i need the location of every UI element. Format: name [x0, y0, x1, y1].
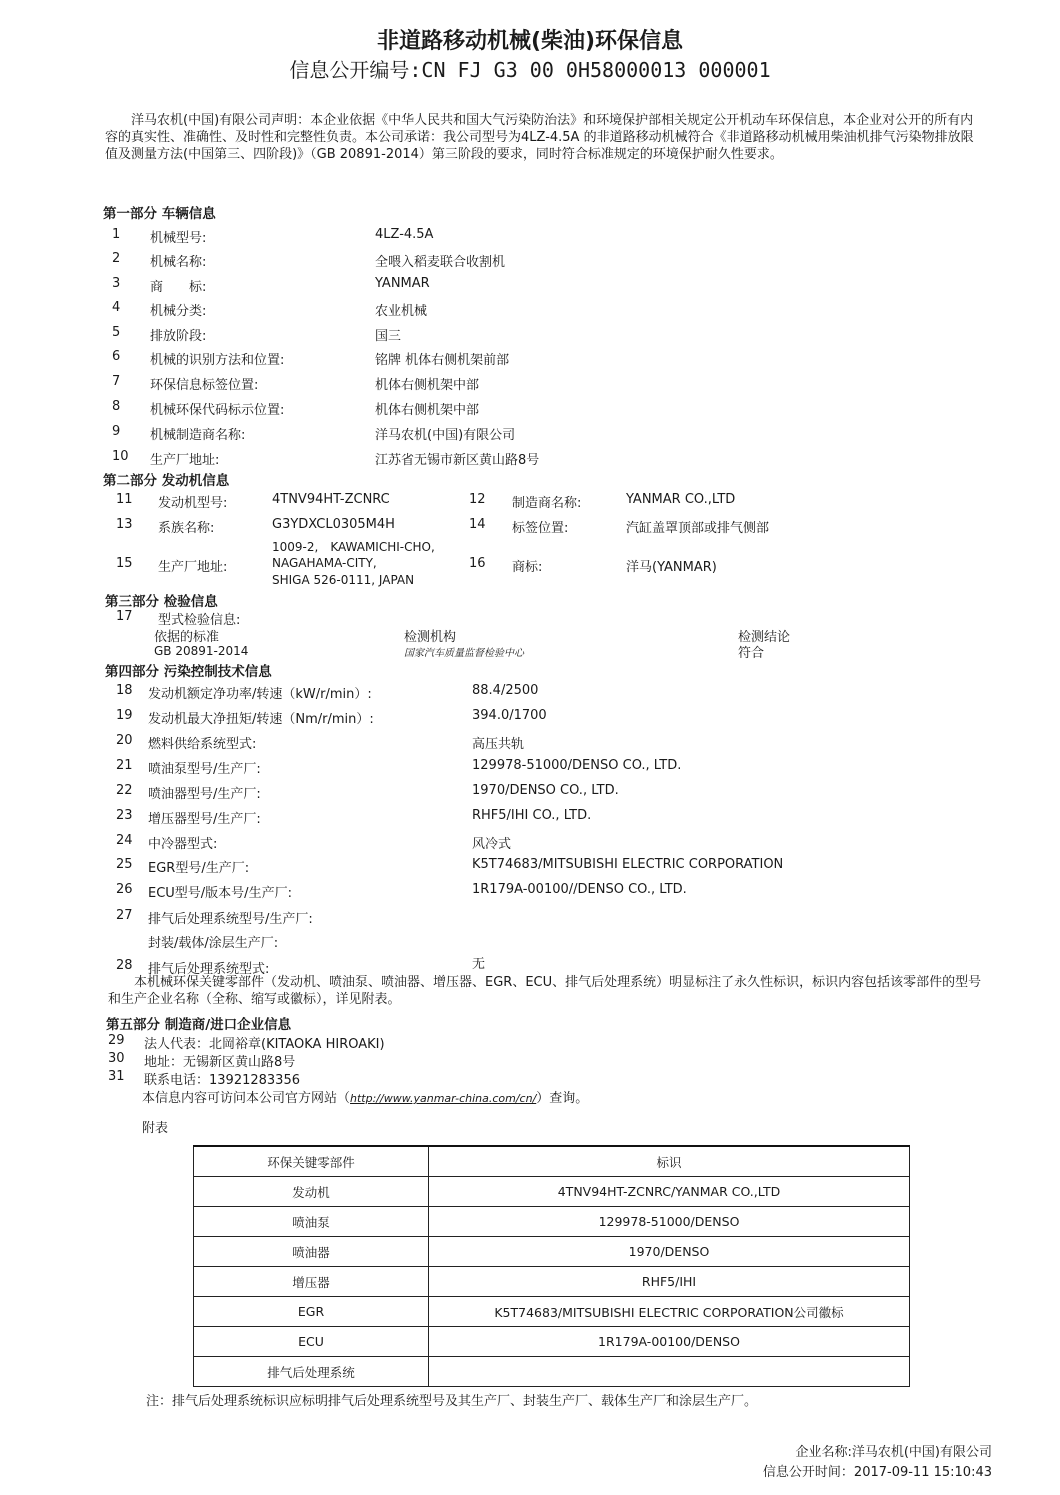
part1-heading: 第一部分 车辆信息: [103, 206, 216, 222]
part5-heading: 第五部分 制造商/进口企业信息: [106, 1017, 292, 1033]
mark-cell: K5T74683/MITSUBISHI ELECTRIC CORPORATION公司徽标: [429, 1297, 910, 1327]
item-label: 生产厂地址:: [150, 453, 220, 468]
table-row: [194, 1327, 910, 1357]
item-value: 无: [472, 957, 486, 972]
mark-cell: 1970/DENSO: [429, 1237, 910, 1267]
mark-cell: [429, 1357, 910, 1387]
item-label: 喷油泵型号/生产厂:: [148, 762, 261, 777]
item-value: YANMAR CO.,LTD: [626, 492, 736, 507]
part-cell: 排气后处理系统: [194, 1357, 429, 1387]
item-label: 发动机型号:: [158, 496, 228, 511]
item-number: 22: [116, 783, 133, 798]
item-number: 9: [112, 424, 121, 439]
item-value: 洋马农机(中国)有限公司: [375, 428, 516, 443]
key-parts-table: [193, 1145, 910, 1387]
item-number: 7: [112, 374, 121, 389]
website-prefix: 本信息内容可访问本公司官方网站（: [142, 1091, 351, 1106]
item-number: 28: [116, 958, 133, 973]
item-number: 30: [108, 1051, 125, 1066]
item-value: 1R179A-00100//DENSO CO., LTD.: [472, 882, 687, 897]
part-cell: 喷油器: [194, 1237, 429, 1267]
part-cell: 喷油泵: [194, 1207, 429, 1237]
key-parts-note: 本机械环保关键零部件（发动机、喷油泵、喷油器、增压器、EGR、ECU、排气后处理系统）明显标注了永久性标识，标识内容包括该零部件的型号和生产企业名称（全称、缩写或徽标），详见附表。: [108, 975, 982, 1007]
item-label: 标签位置:: [512, 521, 569, 536]
item-number: 5: [112, 325, 121, 340]
company-address: 地址：无锡新区黄山路8号: [144, 1055, 296, 1070]
item-label: 发动机额定净功率/转速（kW/r/min）:: [148, 687, 372, 702]
item-number: 18: [116, 683, 133, 698]
item-label: ECU型号/版本号/生产厂:: [148, 886, 292, 901]
item-label: 排放阶段:: [150, 329, 207, 344]
part2-heading: 第二部分 发动机信息: [103, 473, 230, 489]
footer-time: 信息公开时间：2017-09-11 15:10:43: [762, 1465, 992, 1480]
address-line-1: 1009-2, KAWAMICHI-CHO,: [272, 540, 435, 554]
item-value: 4TNV94HT-ZCNRC: [272, 492, 390, 507]
appendix-label: 附表: [142, 1121, 169, 1136]
address-line-3: SHIGA 526-0111, JAPAN: [272, 573, 415, 587]
item-number: 14: [469, 517, 486, 532]
part-cell: ECU: [194, 1327, 429, 1357]
item-number: 1: [112, 227, 121, 242]
item-value: 全喂入稻麦联合收割机: [375, 255, 506, 270]
item-value: 机体右侧机架中部: [375, 378, 480, 393]
col-agency: 检测机构: [404, 630, 457, 645]
address-line-2: NAGAHAMA-CITY,: [272, 556, 377, 570]
item-label: 系族名称:: [158, 521, 215, 536]
table-row: [194, 1237, 910, 1267]
item-number: 19: [116, 708, 133, 723]
item-label: 排气后处理系统型式:: [148, 962, 270, 977]
item-number: 13: [116, 517, 133, 532]
item-value: 铭牌 机体右侧机架前部: [375, 353, 510, 368]
item-label: 发动机最大净扭矩/转速（Nm/r/min）:: [148, 712, 374, 727]
item-value: 129978-51000/DENSO CO., LTD.: [472, 758, 682, 773]
info-disclosure-number: 信息公开编号:CN FJ G3 00 0H58000013 000001: [289, 58, 771, 82]
item-label: EGR型号/生产厂:: [148, 861, 250, 876]
table-header-row: [194, 1146, 910, 1177]
item-number: 16: [469, 556, 486, 571]
item-label: 机械制造商名称:: [150, 428, 246, 443]
item-value: 风冷式: [472, 837, 512, 852]
col-result: 检测结论: [738, 630, 791, 645]
item-value: 88.4/2500: [472, 683, 539, 698]
table-row: [194, 1207, 910, 1237]
item-number: 20: [116, 733, 133, 748]
test-result: 符合: [738, 646, 765, 661]
item-label: 机械的识别方法和位置:: [150, 353, 285, 368]
item-value: 1970/DENSO CO., LTD.: [472, 783, 619, 798]
item-value: 洋马(YANMAR): [626, 560, 717, 575]
item-value: RHF5/IHI CO., LTD.: [472, 808, 592, 823]
part3-heading: 第三部分 检验信息: [105, 594, 218, 610]
item-label: 机械分类:: [150, 304, 207, 319]
item-label: 机械型号:: [150, 231, 207, 246]
table-row: [194, 1267, 910, 1297]
item-number: 26: [116, 882, 133, 897]
mark-cell: 129978-51000/DENSO: [429, 1207, 910, 1237]
mark-cell: RHF5/IHI: [429, 1267, 910, 1297]
item-value: K5T74683/MITSUBISHI ELECTRIC CORPORATION: [472, 857, 784, 872]
item-value: G3YDXCL0305M4H: [272, 517, 395, 532]
table-row: [194, 1357, 910, 1387]
part4-heading: 第四部分 污染控制技术信息: [105, 664, 272, 680]
test-agency: 国家汽车质量监督检验中心: [404, 648, 524, 659]
item-number: 6: [112, 349, 121, 364]
part-cell: 发动机: [194, 1177, 429, 1207]
table-header-mark: 标识: [429, 1146, 910, 1177]
item-number: 15: [116, 556, 133, 571]
item-label: 机械名称:: [150, 255, 207, 270]
item-value: 农业机械: [375, 304, 428, 319]
footer-company: 企业名称:洋马农机(中国)有限公司: [795, 1445, 992, 1460]
item-number: 24: [116, 833, 133, 848]
item-label: 环保信息标签位置:: [150, 378, 259, 393]
item-label: 商标:: [512, 560, 543, 575]
item-label: 中冷器型式:: [148, 837, 218, 852]
item-number: 31: [108, 1069, 125, 1084]
test-standard: GB 20891-2014: [154, 644, 249, 658]
item-value: YANMAR: [375, 276, 430, 291]
item-value: 4LZ-4.5A: [375, 227, 434, 242]
part-cell: 增压器: [194, 1267, 429, 1297]
item-number: 11: [116, 492, 133, 507]
website-suffix: ）查询。: [536, 1091, 589, 1106]
item-number: 27: [116, 908, 133, 923]
website-line: [142, 1087, 588, 1106]
col-standard: 依据的标准: [154, 630, 220, 645]
item-number: 25: [116, 857, 133, 872]
item-number: 21: [116, 758, 133, 773]
item-number: 4: [112, 300, 121, 315]
item-label: 生产厂地址:: [158, 560, 228, 575]
contact-phone: 联系电话：13921283356: [144, 1073, 300, 1088]
item-label: 商 标:: [150, 280, 207, 295]
item-number: 10: [112, 449, 129, 464]
item-label: 机械环保代码标示位置:: [150, 403, 285, 418]
mark-cell: 4TNV94HT-ZCNRC/YANMAR CO.,LTD: [429, 1177, 910, 1207]
mark-cell: 1R179A-00100/DENSO: [429, 1327, 910, 1357]
item-label: 型式检验信息:: [158, 613, 241, 628]
table-header-part: 环保关键零部件: [194, 1146, 429, 1177]
item-number: 2: [112, 251, 121, 266]
document-title: 非道路移动机械(柴油)环保信息: [376, 29, 684, 54]
website-link[interactable]: http://www.yanmar-china.com/cn/: [350, 1092, 537, 1105]
table-row: [194, 1177, 910, 1207]
legal-representative: 法人代表：北岡裕章(KITAOKA HIROAKI): [144, 1037, 385, 1052]
item-label: 燃料供给系统型式:: [148, 737, 257, 752]
item-label: 喷油器型号/生产厂:: [148, 787, 261, 802]
item-value: 江苏省无锡市新区黄山路8号: [375, 453, 540, 468]
item-label: 制造商名称:: [512, 496, 582, 511]
item-number: 23: [116, 808, 133, 823]
item-number: 8: [112, 399, 121, 414]
item-number: 17: [116, 609, 133, 624]
item-value: 394.0/1700: [472, 708, 547, 723]
company-statement: 洋马农机(中国)有限公司声明：本企业依据《中华人民共和国大气污染防治法》和环境保护部相关规定公开机动车环保信息，本企业对公开的所有内容的真实性、准确性、及时性和完整性负责。本公司承诺：我公司型号为4LZ-4.5A 的非道路移动机械符合《非道路移动机械用柴油机排气污染物排放限值及测量方法(中国第三、四阶段)》（GB 20891-2014）第三阶段的要求，同时符合标准规定的环境保护耐久性要求。: [105, 113, 974, 162]
item-value: 机体右侧机架中部: [375, 403, 480, 418]
table-row: [194, 1297, 910, 1327]
part-cell: EGR: [194, 1297, 429, 1327]
item-number: 29: [108, 1033, 125, 1048]
item-label: 封装/载体/涂层生产厂:: [148, 936, 279, 951]
item-label: 增压器型号/生产厂:: [148, 812, 261, 827]
item-value: 高压共轨: [472, 737, 525, 752]
item-value: 汽缸盖罩顶部或排气侧部: [626, 521, 770, 536]
item-label: 排气后处理系统型号/生产厂:: [148, 912, 313, 927]
item-number: 12: [469, 492, 486, 507]
appendix-note: 注：排气后处理系统标识应标明排气后处理系统型号及其生产厂、封装生产厂、载体生产厂和涂层生产厂。: [146, 1394, 758, 1409]
item-value: 国三: [375, 329, 402, 344]
item-number: 3: [112, 276, 121, 291]
